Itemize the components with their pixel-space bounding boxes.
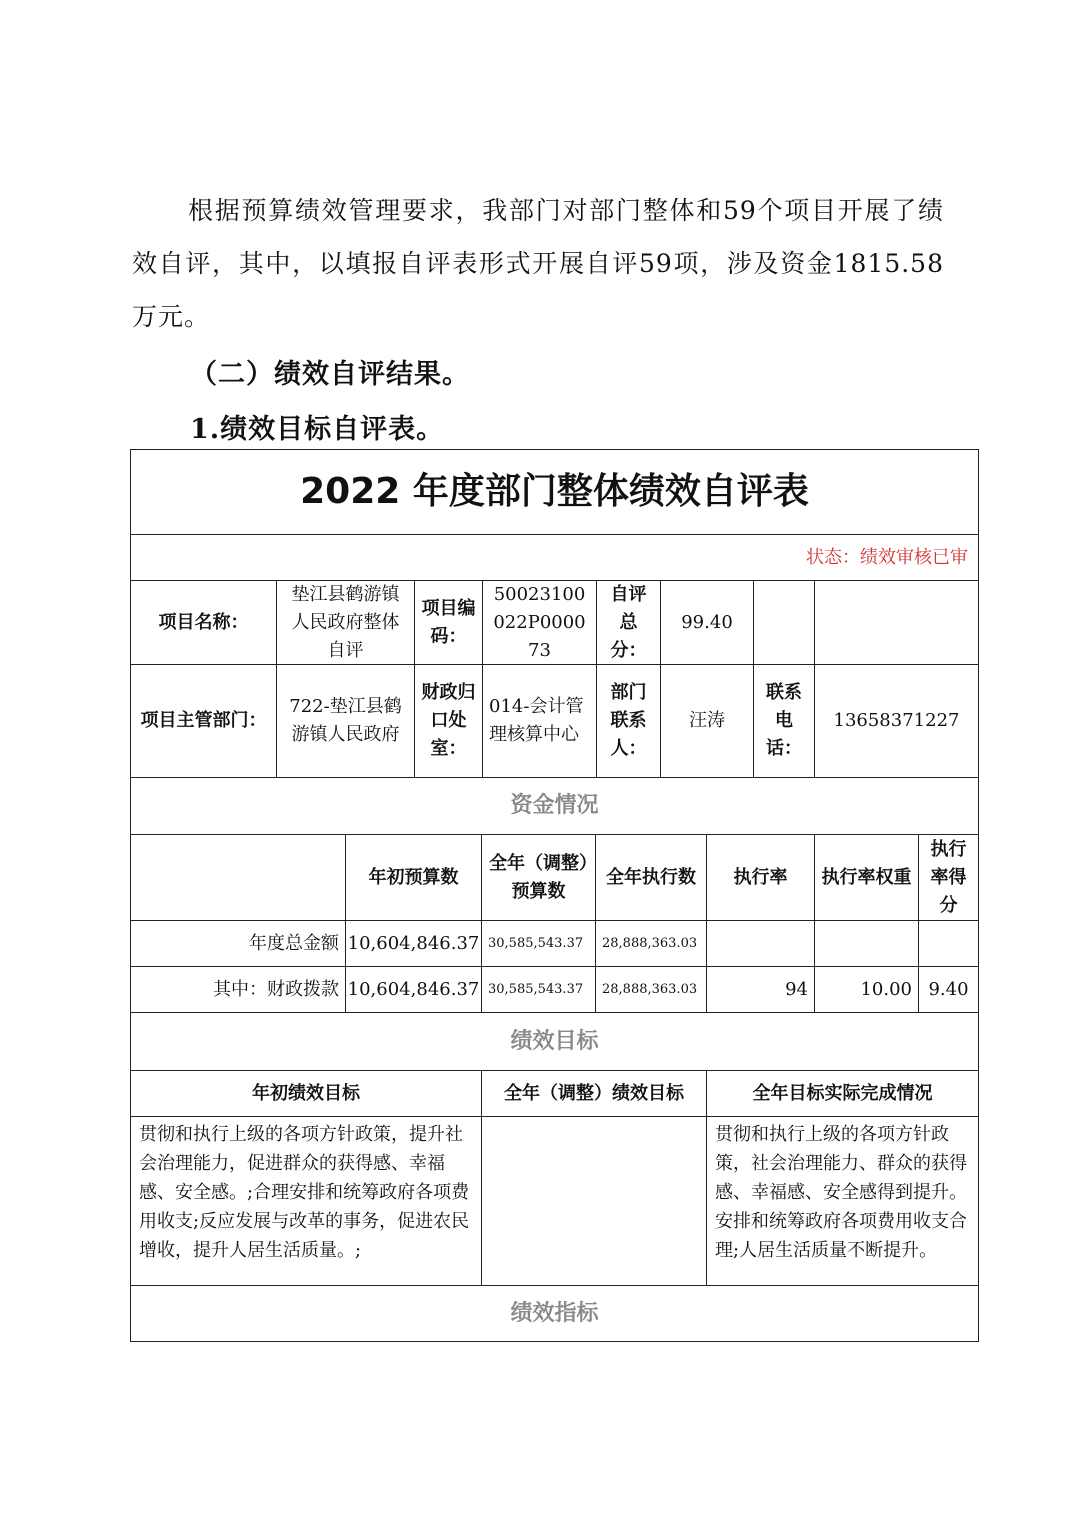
funds-header-executed: 全年执行数 <box>596 835 707 921</box>
funds-row-score: 9.40 <box>919 967 978 1013</box>
dept-label: 项目主管部门： <box>131 665 277 778</box>
goals-header-adjusted: 全年（调整）绩效目标 <box>482 1071 707 1117</box>
self-evaluation-table <box>130 449 979 1342</box>
funds-row-label: 年度总金额 <box>131 921 346 967</box>
total-score-label: 自评总分： <box>597 581 661 665</box>
phone-value: 13658371227 <box>815 665 978 778</box>
funds-header-score: 执行率得分 <box>919 835 978 921</box>
office-label: 财政归口处室： <box>415 665 483 778</box>
funds-row-initial: 10,604,846.37 <box>346 921 482 967</box>
funds-row-executed: 28,888,363.03 <box>596 921 707 967</box>
funds-row-initial: 10,604,846.37 <box>346 967 482 1013</box>
project-code-value: 50023100022P000073 <box>483 581 597 665</box>
goals-adjusted-text <box>482 1117 707 1286</box>
funds-row-rate: 94 <box>707 967 815 1013</box>
funds-header-weight: 执行率权重 <box>815 835 919 921</box>
funds-row-score <box>919 921 978 967</box>
empty-header-cell <box>131 835 346 921</box>
project-name-label: 项目名称： <box>131 581 277 665</box>
funds-row-label: 其中：财政拨款 <box>131 967 346 1013</box>
funds-row-rate <box>707 921 815 967</box>
office-value: 014-会计管理核算中心 <box>483 665 597 778</box>
goals-header-initial: 年初绩效目标 <box>131 1071 482 1117</box>
funds-row-weight: 10.00 <box>815 967 919 1013</box>
total-score-value: 99.40 <box>661 581 754 665</box>
goals-actual-text: 贯彻和执行上级的各项方针政策，社会治理能力、群众的获得感、幸福感、安全感得到提升。安排和统筹政府各项费用收支合理;人居生活质量不断提升。 <box>707 1117 978 1286</box>
contact-label: 部门联系人： <box>597 665 661 778</box>
status-badge: 状态：绩效审核已审 <box>131 535 978 581</box>
intro-paragraph: 根据预算绩效管理要求，我部门对部门整体和59个项目开展了绩效自评，其中，以填报自评表形式开展自评59项，涉及资金1815.58万元。 <box>132 196 944 331</box>
goals-header-actual: 全年目标实际完成情况 <box>707 1071 978 1117</box>
empty-cell <box>754 581 815 665</box>
section-heading: （二）绩效自评结果。 <box>190 359 470 390</box>
dept-value: 722-垫江县鹤游镇人民政府 <box>277 665 415 778</box>
goals-initial-text: 贯彻和执行上级的各项方针政策，提升社会治理能力，促进群众的获得感、幸福感、安全感。;合理安排和统筹政府各项费用收支;反应发展与改革的事务，促进农民增收，提升人居生活质量。; <box>131 1117 482 1286</box>
project-name-value: 垫江县鹤游镇人民政府整体自评 <box>277 581 415 665</box>
empty-cell <box>815 581 978 665</box>
contact-value: 汪涛 <box>661 665 754 778</box>
funds-row-adjusted: 30,585,543.37 <box>482 921 596 967</box>
funds-row-executed: 28,888,363.03 <box>596 967 707 1013</box>
funds-header-rate: 执行率 <box>707 835 815 921</box>
funds-header-initial: 年初预算数 <box>346 835 482 921</box>
funds-row-adjusted: 30,585,543.37 <box>482 967 596 1013</box>
funds-section-title: 资金情况 <box>131 778 978 835</box>
indicators-section-title: 绩效指标 <box>510 1300 599 1326</box>
subsection-heading: 1.绩效目标自评表。 <box>190 414 445 445</box>
funds-header-adjusted: 全年（调整）预算数 <box>482 835 596 921</box>
goals-section-title: 绩效目标 <box>131 1013 978 1071</box>
table-title: 2022 年度部门整体绩效自评表 <box>131 450 978 535</box>
phone-label: 联系电话： <box>754 665 815 778</box>
project-code-label: 项目编码： <box>415 581 483 665</box>
funds-row-weight <box>815 921 919 967</box>
